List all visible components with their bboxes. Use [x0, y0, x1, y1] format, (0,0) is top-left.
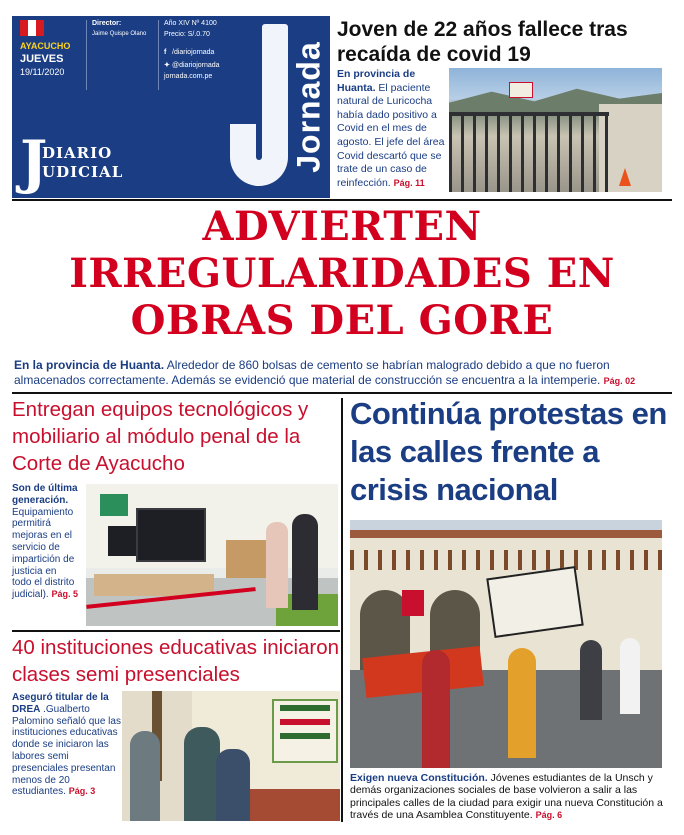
- peru-flag-icon: [20, 20, 44, 36]
- section-rule: [12, 392, 672, 394]
- protestas-photo: [350, 520, 662, 768]
- equipos-photo: [86, 484, 338, 626]
- jornada-logo: [230, 20, 326, 194]
- equipos-headline[interactable]: Entregan equipos tecnológicos y mobiliario al módulo penal de la Corte de Ayacucho: [12, 398, 309, 475]
- masthead-date: 19/11/2020: [20, 67, 65, 77]
- covid-summary: En provincia de Huanta. El paciente natural de Luricocha había dado positivo a Covid en el mes de agosto. El jefe del área Covid descartó que se trate de un caso de reinfección. Pág. 11: [337, 68, 445, 189]
- facebook-icon: f: [164, 49, 167, 56]
- facebook-link[interactable]: f /diariojornada: [164, 49, 215, 56]
- masthead-weekday: JUEVES: [20, 53, 64, 65]
- main-page-ref: Pág. 02: [603, 376, 636, 386]
- jornada-wordmark: Jornada: [290, 41, 327, 173]
- director-name: Jaime Quispe Olano: [92, 31, 147, 37]
- main-summary: En la provincia de Huanta. Alrededor de 860 bolsas de cemento se habrían malogrado debido a que no fueron almacenados correctamente. Además se evidenció que material de construcción se encuentra a la intemperie. Pág. 02: [14, 358, 636, 387]
- protestas-headline[interactable]: Continúa protestas en las calles frente a crisis nacional: [350, 396, 667, 507]
- masthead-divider: [86, 20, 87, 90]
- main-headline[interactable]: ADVIERTEN IRREGULARIDADES EN OBRAS DEL GORE: [69, 203, 615, 344]
- equipos-page-ref: Pág. 5: [51, 589, 78, 600]
- masthead-divider: [158, 20, 159, 90]
- protestas-page-ref: Pág. 6: [535, 810, 563, 821]
- protestas-caption: Exigen nueva Constitución. Jóvenes estudiantes de la Unsch y demás organizaciones sociales de base volvieron a salir a las principales calles de la ciudad para exigir una nueva Constitución a través de una Asamblea Constituyente. Pág. 6: [350, 772, 663, 822]
- director-label: Director:: [92, 20, 122, 27]
- covid-headline[interactable]: Joven de 22 años fallece tras recaída de covid 19: [337, 18, 628, 66]
- edition-number: Año XIV Nº 4100: [164, 20, 217, 27]
- masthead: [12, 16, 330, 198]
- covid-page-ref: Pág. 11: [393, 177, 425, 188]
- twitter-link[interactable]: ✦ @diariojornada: [164, 62, 220, 69]
- diario-judicial-line1: DIARIO: [42, 144, 113, 162]
- covid-photo: [449, 68, 662, 192]
- educacion-headline[interactable]: 40 instituciones educativas iniciaron clases semi presenciales: [12, 636, 340, 686]
- diario-judicial-logo-j: J: [20, 128, 48, 196]
- equipos-summary: Son de última generación. Equipamiento permitirá mejoras en el servicio de impartición de justicia en todo el distrito judicial). Pág. 5: [12, 483, 78, 601]
- twitter-icon: ✦: [164, 62, 170, 69]
- section-rule: [12, 630, 340, 632]
- price: Precio: S/.0.70: [164, 31, 210, 38]
- website-link[interactable]: jornada.com.pe: [164, 73, 213, 80]
- column-divider: [341, 398, 343, 822]
- section-rule: [12, 199, 672, 201]
- educacion-page-ref: Pág. 3: [68, 786, 96, 797]
- educacion-summary: Aseguró titular de la DREA .Gualberto Palomino señaló que las instituciones educativas donde se iniciaron las labores semi presenciales presentan menos de 20 estudiantes. Pág. 3: [12, 692, 121, 798]
- educacion-photo: [122, 691, 340, 821]
- masthead-city: AYACUCHO: [20, 41, 71, 51]
- diario-judicial-line2: UDICIAL: [42, 163, 124, 181]
